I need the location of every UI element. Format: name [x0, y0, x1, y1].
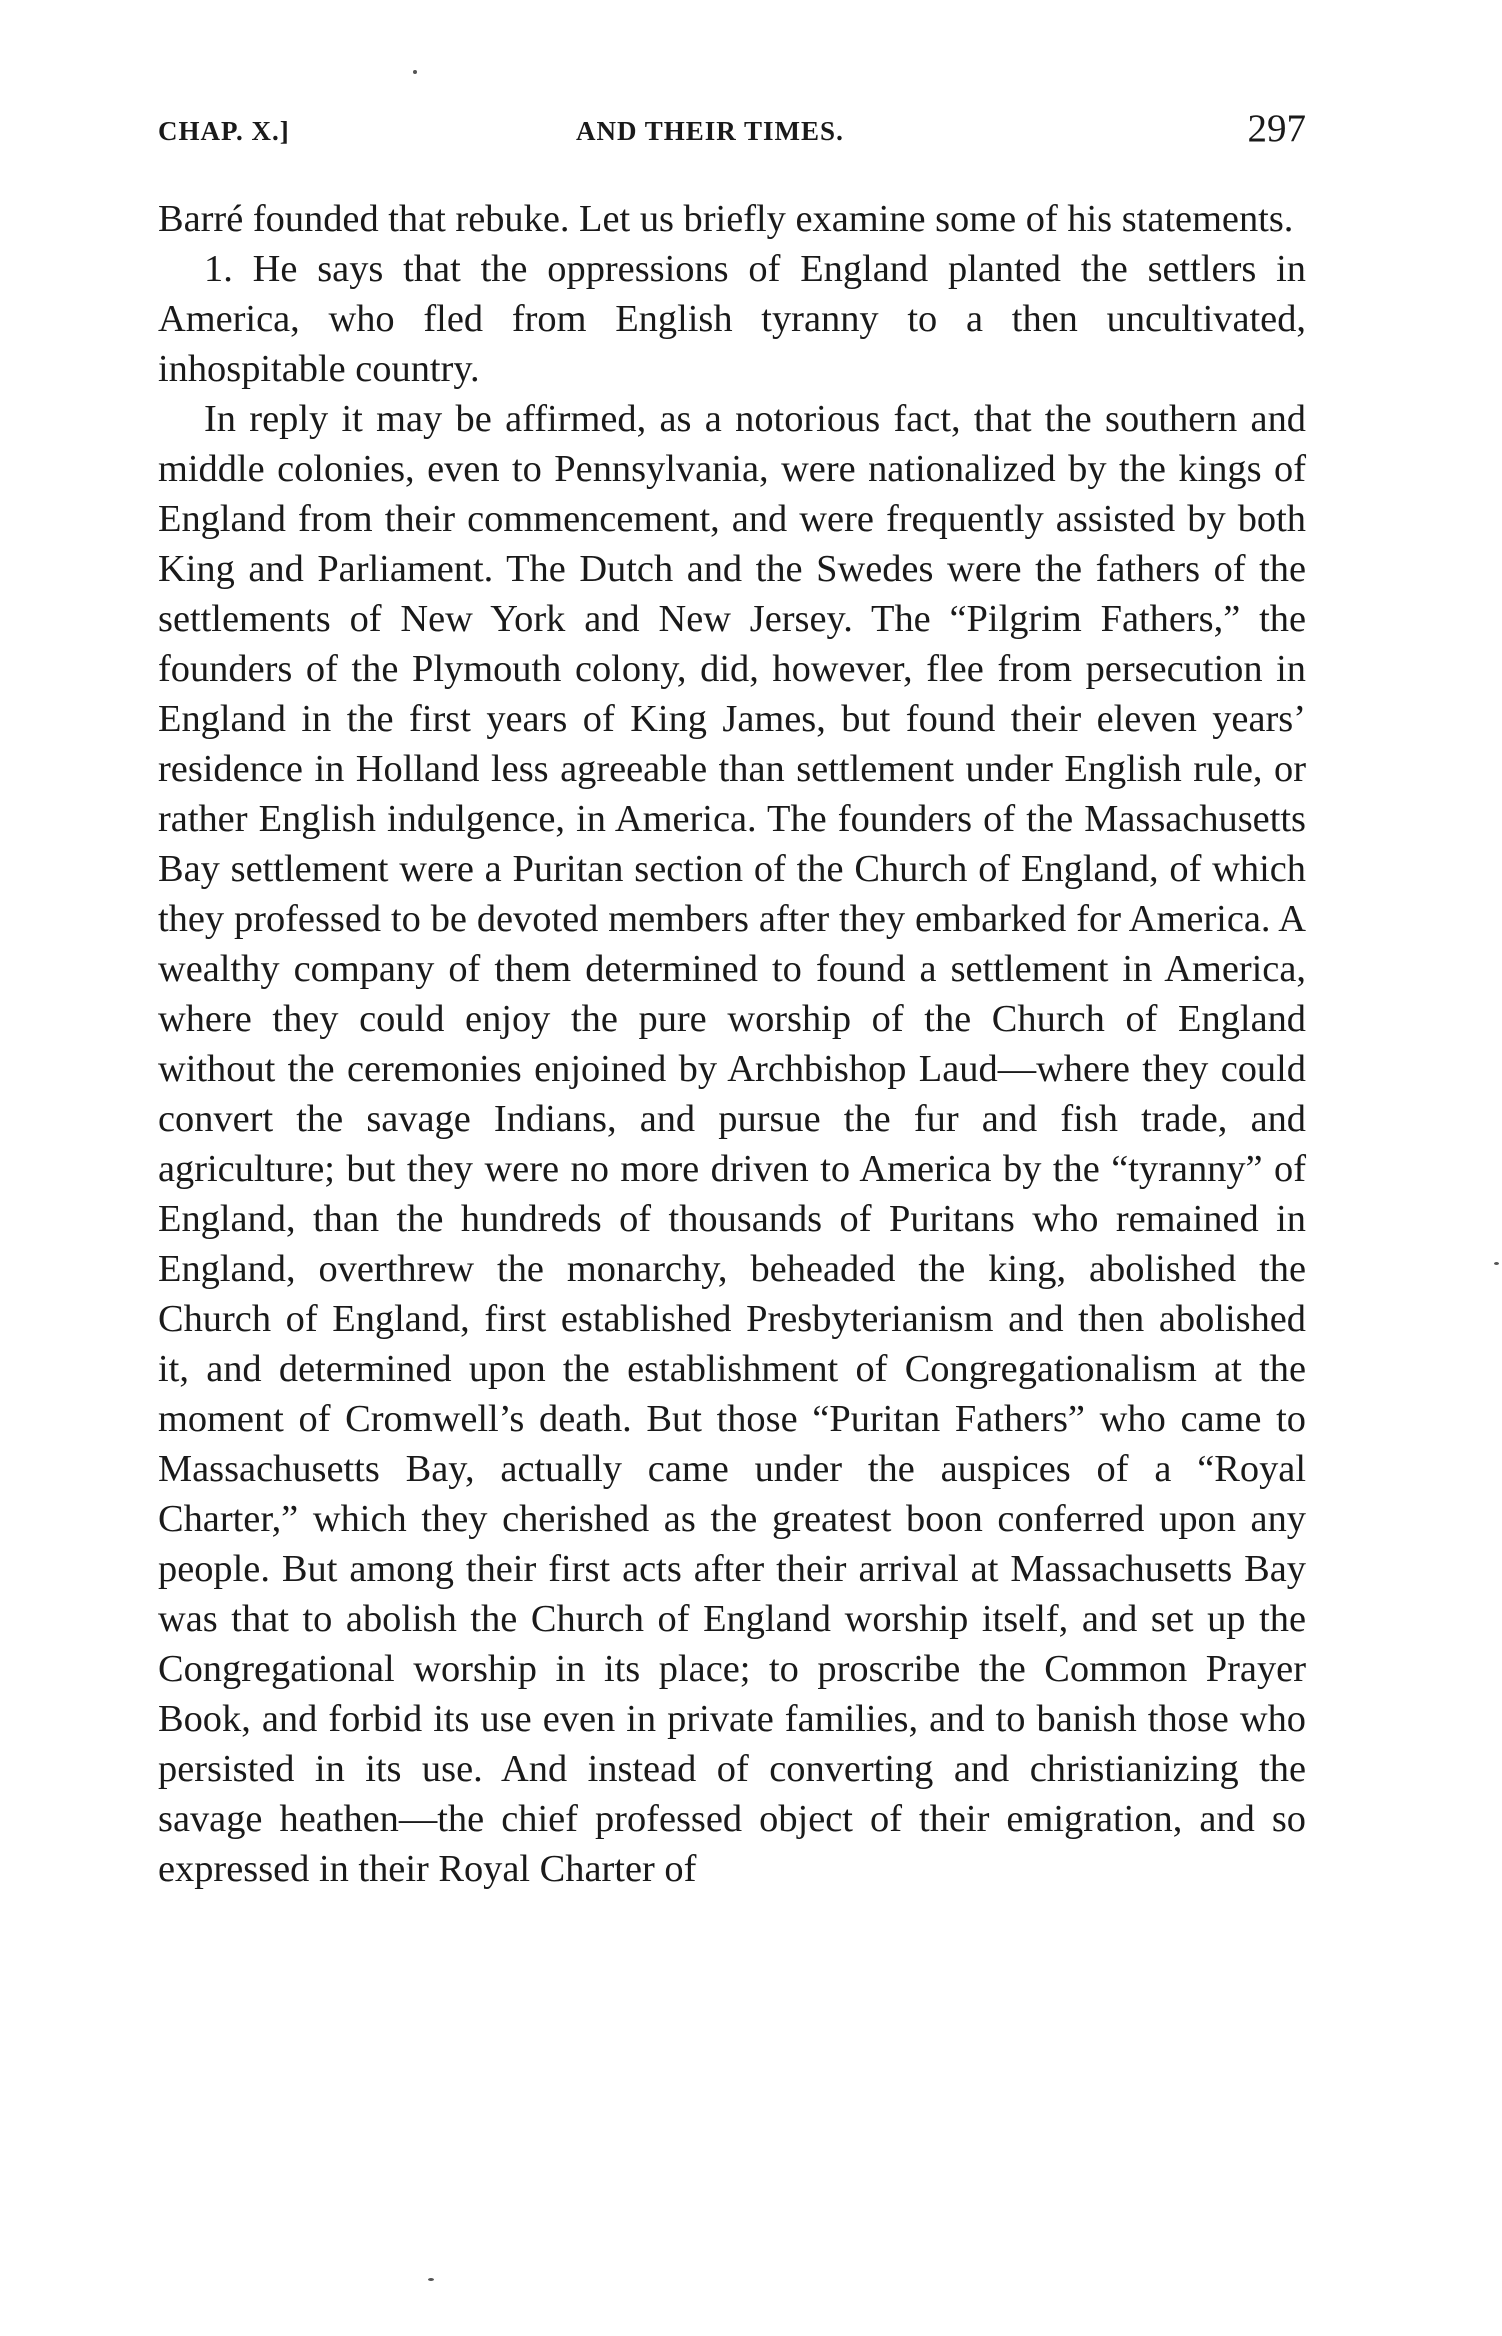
scan-speck: [428, 2278, 434, 2281]
chapter-label: CHAP. X.]: [158, 116, 290, 146]
paragraph-reply: In reply it may be affirmed, as a notorious fact, that the southern and middle colonies, even to Pennsylvania, were nationalized by the kings of England from their commencement, and were frequently assisted by both King and Parliament. The Dutch and the Swedes were the fathers of the settlements of New York and New Jersey. The “Pilgrim Fathers,” the founders of the Plymouth colony, did, however, flee from persecution in England in the first years of King James, but found their eleven years’ residence in Holland less agreeable than settlement under English rule, or rather English indulgence, in America. The founders of the Massachusetts Bay settlement were a Puritan section of the Church of England, of which they professed to be devoted members after they embarked for America. A wealthy company of them determined to found a settlement in America, where they could enjoy the pure worship of the Church of England without the ceremonies enjoined by Archbishop Laud—where they could convert the savage Indians, and pursue the fur and fish trade, and agriculture; but they were no more driven to America by the “tyranny” of England, than the hundreds of thousands of Puritans who remained in England, overthrew the monarchy, beheaded the king, abolished the Church of England, first established Presbyterianism and then abolished it, and determined upon the establishment of Congregationalism at the moment of Cromwell’s death. But those “Puritan Fathers” who came to Massachusetts Bay, actually came under the auspices of a “Royal Charter,” which they cherished as the greatest boon conferred upon any people. But among their first acts after their arrival at Massachusetts Bay was that to abolish the Church of England worship itself, and set up the Congregational worship in its place; to proscribe the Common Prayer Book, and forbid its use even in private families, and to banish those who persisted in its use. And instead of converting and christianizing the savage heathen—the chief professed object of their emigration, and so expressed in their Royal Charter of: [158, 398, 1306, 1890]
running-title: AND THEIR TIMES.: [576, 116, 844, 146]
paragraph-continuation: Barré founded that rebuke. Let us briefly examine some of his statements.: [158, 198, 1294, 240]
paragraph-point-one: 1. He says that the oppressions of England planted the settlers in America, who fled from English tyranny to a then uncultivated, inhospitable country.: [158, 248, 1306, 390]
scan-speck: [1494, 1262, 1499, 1265]
page-number: 297: [1247, 107, 1306, 150]
running-head: [158, 100, 1306, 164]
book-page: [158, 100, 1306, 1894]
scan-speck: [413, 70, 417, 74]
body-text: [158, 194, 1306, 1894]
